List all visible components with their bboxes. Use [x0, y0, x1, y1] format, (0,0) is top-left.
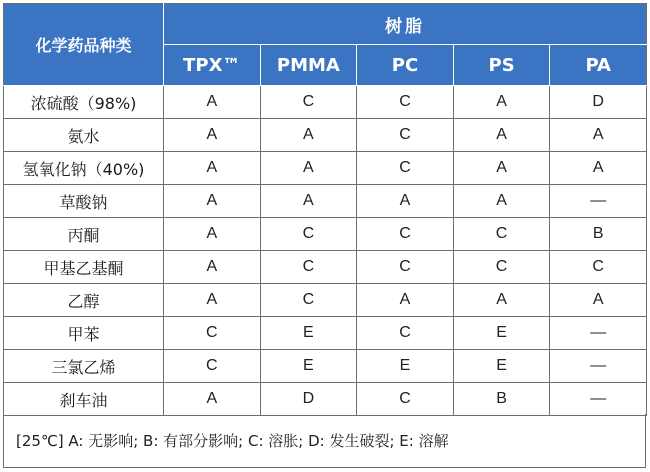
rating-cell: A: [260, 119, 357, 152]
rating-cell: B: [453, 383, 550, 416]
chemical-name-cell: 三氯乙烯: [4, 350, 164, 383]
rating-legend: [25℃] A: 无影响; B: 有部分影响; C: 溶胀; D: 发生破裂; E: 溶解: [3, 414, 646, 468]
rating-cell: C: [164, 317, 261, 350]
rating-cell: A: [164, 284, 261, 317]
rating-cell: D: [550, 86, 647, 119]
table-row: [4, 218, 647, 251]
table-row: [4, 251, 647, 284]
rating-cell: E: [453, 350, 550, 383]
table-row: [4, 152, 647, 185]
rating-cell: C: [453, 218, 550, 251]
rating-cell: A: [453, 185, 550, 218]
rating-cell: A: [164, 119, 261, 152]
rating-cell: C: [164, 350, 261, 383]
resin-header-pc: PC: [357, 45, 454, 86]
rating-cell: E: [357, 350, 454, 383]
rating-cell: A: [550, 284, 647, 317]
chemical-name-cell: 甲苯: [4, 317, 164, 350]
resin-header-pa: PA: [550, 45, 647, 86]
rating-cell: C: [357, 86, 454, 119]
chemical-name-cell: 氨水: [4, 119, 164, 152]
table-row: [4, 86, 647, 119]
rating-cell: C: [357, 152, 454, 185]
rating-cell: A: [164, 218, 261, 251]
rating-cell: —: [550, 383, 647, 416]
rating-cell: A: [453, 86, 550, 119]
resin-header-pmma: PMMA: [260, 45, 357, 86]
chemical-name-cell: 甲基乙基酮: [4, 251, 164, 284]
chemical-name-cell: 浓硫酸（98%): [4, 86, 164, 119]
chemical-resistance-table: [3, 3, 647, 416]
rating-cell: A: [164, 185, 261, 218]
rating-cell: A: [550, 119, 647, 152]
rating-cell: A: [453, 284, 550, 317]
rating-cell: A: [260, 152, 357, 185]
rating-cell: C: [260, 251, 357, 284]
chemical-name-cell: 丙酮: [4, 218, 164, 251]
rating-cell: B: [550, 218, 647, 251]
rating-cell: E: [260, 317, 357, 350]
rating-cell: A: [260, 185, 357, 218]
rating-cell: A: [357, 185, 454, 218]
rating-cell: —: [550, 185, 647, 218]
chemical-name-cell: 乙醇: [4, 284, 164, 317]
rating-cell: A: [550, 152, 647, 185]
rating-cell: C: [550, 251, 647, 284]
table-row: [4, 119, 647, 152]
rating-cell: C: [260, 218, 357, 251]
rating-cell: E: [260, 350, 357, 383]
table-body: [4, 86, 647, 416]
table-row: [4, 383, 647, 416]
rating-cell: C: [357, 317, 454, 350]
table-row: [4, 350, 647, 383]
rating-cell: A: [164, 152, 261, 185]
table-row: [4, 284, 647, 317]
rating-cell: A: [453, 152, 550, 185]
table-row: [4, 317, 647, 350]
rating-cell: E: [453, 317, 550, 350]
rating-cell: C: [260, 86, 357, 119]
rating-cell: C: [357, 383, 454, 416]
table-row: [4, 185, 647, 218]
rating-cell: —: [550, 317, 647, 350]
rating-cell: C: [357, 251, 454, 284]
rating-cell: C: [260, 284, 357, 317]
chemical-name-cell: 氢氧化钠（40%): [4, 152, 164, 185]
chemical-name-cell: 草酸钠: [4, 185, 164, 218]
rating-cell: A: [164, 383, 261, 416]
rating-cell: A: [164, 251, 261, 284]
chemical-name-cell: 刹车油: [4, 383, 164, 416]
resin-group-header: 树脂: [164, 4, 647, 45]
resin-header-ps: PS: [453, 45, 550, 86]
rating-cell: A: [164, 86, 261, 119]
rating-cell: —: [550, 350, 647, 383]
rating-cell: A: [453, 119, 550, 152]
rating-cell: C: [357, 218, 454, 251]
rating-cell: C: [453, 251, 550, 284]
rating-cell: C: [357, 119, 454, 152]
resin-header-tpx: TPX™: [164, 45, 261, 86]
chemical-type-header: 化学药品种类: [4, 4, 164, 86]
rating-cell: D: [260, 383, 357, 416]
rating-cell: A: [357, 284, 454, 317]
